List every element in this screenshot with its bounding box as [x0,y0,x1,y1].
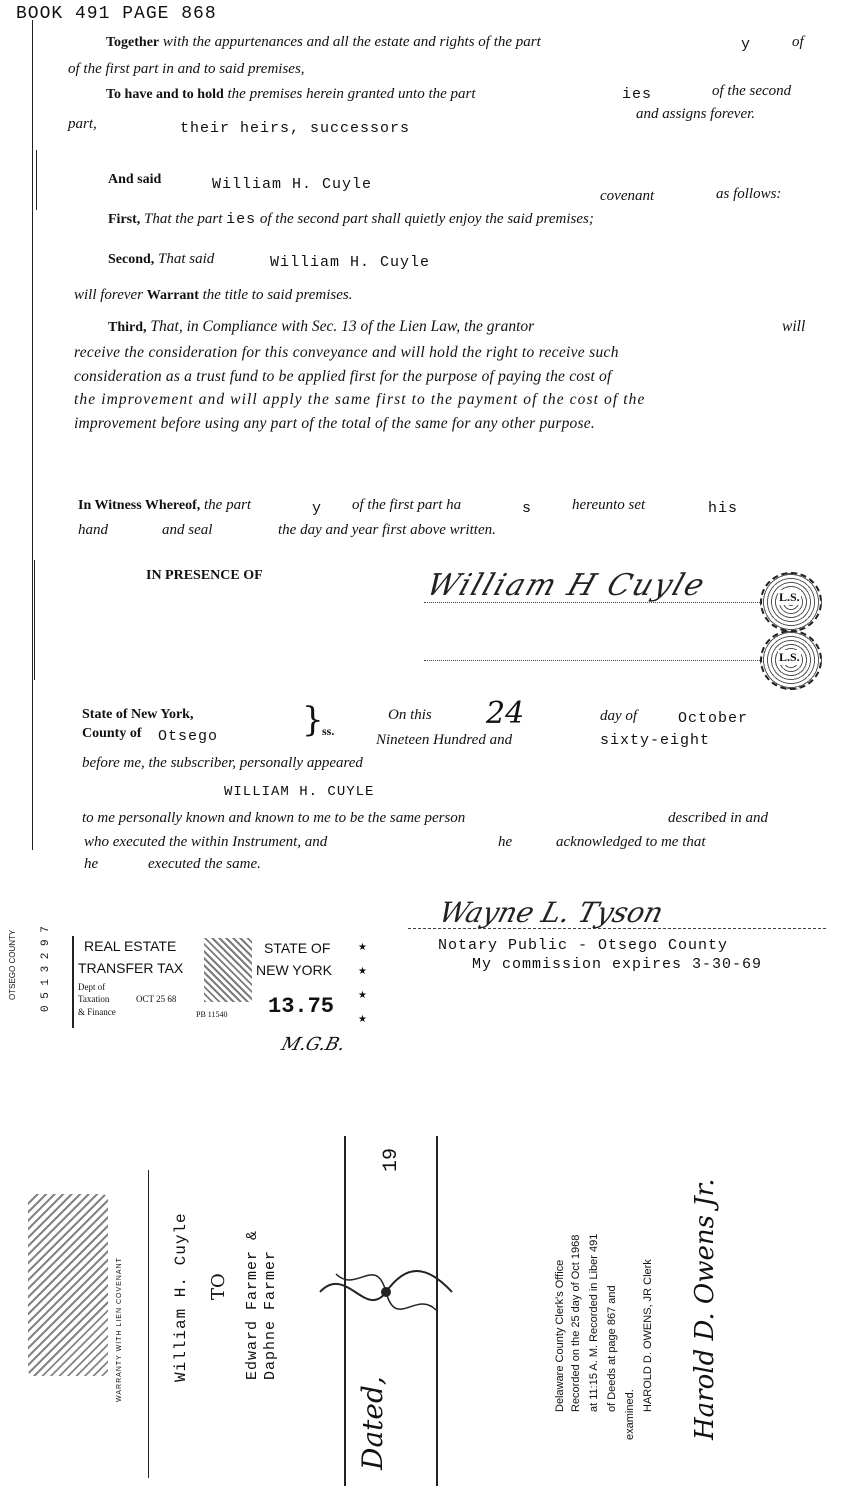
ack-known-b: described in and [668,810,768,826]
back-recorded-on: Recorded on the 25 day of Oct 1968 [570,1234,582,1412]
third-text4: the improvement and will apply the same first to the payment of the cost of the [74,391,646,408]
third-will: will [782,318,806,335]
witness-and-seal: and seal [162,522,213,538]
warrant-c: the title to said premises. [202,287,353,303]
back-office: Delaware County Clerk's Office [554,1259,566,1412]
witness-text-b: of the first part ha [352,497,462,513]
back-grantor: William H. Cuyle [172,1212,190,1382]
stamp-line2b: NEW YORK [256,962,332,978]
stamp-taxation: Taxation [78,994,110,1004]
ack-month: October [678,710,749,727]
back-of-deeds: of Deeds at page 867 and [606,1285,618,1412]
back-grantee2: Daphne Farmer [262,1249,279,1380]
witness-line [78,497,251,514]
habendum-suffix: ies [622,86,653,103]
in-presence-of: IN PRESENCE OF [146,568,263,583]
grantor-signature: William H Cuyle [422,568,711,603]
ack-on-this: On this [388,707,432,723]
stamp-finance: & Finance [78,1007,116,1017]
first-covenant [108,211,594,228]
ack-county: Otsego [158,728,219,745]
back-dated: Dated, [356,1376,389,1470]
stamp-amount: 13.75 [268,994,335,1019]
binding-line [34,560,35,680]
notary-commission: My commission expires 3-30-69 [472,956,763,973]
witness-hand: hand [78,522,108,538]
second-covenant [108,251,214,268]
stamp-line1a: REAL ESTATE [84,938,177,954]
habendum-line [106,86,476,103]
warrant-b: Warrant [146,288,199,303]
assigns-forever: and assigns forever. [636,106,756,122]
third-text3: consideration as a trust fund to be applied first for the purpose of paying the cost of [74,368,612,385]
habendum-lead: To have and to hold [106,87,224,102]
book-page-reference: BOOK 491 PAGE 868 [16,4,217,24]
stamp-line1b: STATE OF [264,940,331,956]
flourish-ornament [316,1254,456,1330]
flourish-icon [316,1254,456,1330]
habendum-second: of the second [712,83,792,99]
together-line [106,34,541,51]
ack-acknowledged: acknowledged to me that [556,834,706,850]
witness-text-c: hereunto set [572,497,646,513]
third-line1 [108,318,534,336]
binding-line [32,20,33,850]
witness-day-year: the day and year first above written. [278,522,496,538]
seal-1-text: L.S. [779,590,800,604]
ack-year-words: sixty-eight [600,732,711,749]
stamp-pb: PB 11540 [196,1010,228,1019]
warrant-a: will forever [74,287,144,303]
part-word: part, [68,116,97,132]
witness-text-a: the part [204,497,252,513]
back-deed-type: WARRANTY WITH LIEN COVENANT [116,1257,123,1402]
third-text5: improvement before using any part of the total of the same for any other purpose. [74,415,595,432]
together-line2: of the first part in and to said premises, [68,61,305,77]
covenant-word: covenant [600,188,655,204]
third-text1: That, in Compliance with Sec. 13 of the Lien Law, the grantor [150,318,535,335]
stamp-dept: Dept of [78,982,106,992]
stamp-side-label: OTSEGO COUNTY [8,929,17,1000]
signature-line [424,602,760,603]
together-lead: Together [106,35,160,50]
third-lead: Third, [108,320,147,335]
witness-suffix-a: y [312,500,323,517]
ack-state: State of New York, [82,707,194,722]
star-icon: ★ [358,1014,367,1025]
notary-line [408,928,826,929]
second-that-said: That said [158,251,215,267]
back-clerk-signature: Harold D. Owens Jr. [690,1178,720,1440]
ack-he2: he [84,856,99,872]
ack-executed-same: executed the same. [148,856,261,872]
second-lead: Second, [108,252,155,267]
witness-suffix-b: s [522,500,533,517]
ack-before-me: before me, the subscriber, personally appeared [82,755,363,771]
first-text-b: of the second part shall quietly enjoy the said premises; [259,211,594,227]
back-nineteen: 19 [380,1147,403,1172]
back-recorded-at: at 11:15 A. M. Recorded in Liber 491 [588,1233,600,1412]
together-part-suffix: y [741,36,752,53]
heirs-typed: their heirs, successors [180,120,411,137]
star-icon: ★ [358,966,367,977]
as-follows: as follows: [716,186,782,202]
back-rule [148,1170,149,1478]
back-to: TO [208,1273,229,1300]
back-emblem [28,1194,108,1376]
second-signature-line [424,660,760,661]
and-said: And said [108,172,162,187]
stamp-serial: 0 5 1 3 2 9 7 [40,926,52,1012]
transfer-tax-stamp [72,936,370,1028]
together-of: of [792,34,804,50]
notary-signature: Wayne L. Tyson [435,896,667,929]
ack-executed-he: he [498,834,513,850]
witness-his: his [708,500,739,517]
first-suffix: ies [226,211,257,228]
third-text2: receive the consideration for this conveyance and will hold the right to receive such [74,344,619,361]
second-name: William H. Cuyle [270,254,431,271]
star-icon: ★ [358,942,367,953]
ack-ss: ss. [322,724,335,738]
habendum-text: the premises herein granted unto the part [227,86,476,102]
ack-person: WILLIAM H. CUYLE [224,784,375,800]
first-text-a: That the part [144,211,223,227]
ack-day-of: day of [600,708,638,724]
seal-2-text: L.S. [779,650,800,664]
star-icon: ★ [358,990,367,1001]
stamp-emblem [204,938,252,1002]
stamp-initials: M.G.B. [279,1034,348,1055]
ack-county-label: County of [82,726,142,741]
ack-brace: } [302,700,324,740]
witness-lead: In Witness Whereof, [78,498,201,513]
together-text: with the appurtenances and all the estate and rights of the part [162,34,541,50]
back-grantee1: Edward Farmer & [244,1229,261,1380]
back-clerk: HAROLD D. OWENS, JR Clerk [642,1259,654,1412]
binding-line [36,150,37,210]
ack-executed-a: who executed the within Instrument, and [84,834,328,850]
first-lead: First, [108,212,141,227]
notary-title: Notary Public - Otsego County [438,937,729,954]
stamp-line2a: TRANSFER TAX [78,960,184,976]
back-examined: examined. [624,1389,636,1440]
warrant-line [74,287,353,304]
stamp-date: OCT 25 68 [136,994,177,1004]
ack-day: 24 [486,696,525,731]
ack-nineteen: Nineteen Hundred and [376,732,513,748]
ack-known-a: to me personally known and known to me to be the same person [82,810,466,826]
grantor-name-covenant: William H. Cuyle [212,176,373,193]
